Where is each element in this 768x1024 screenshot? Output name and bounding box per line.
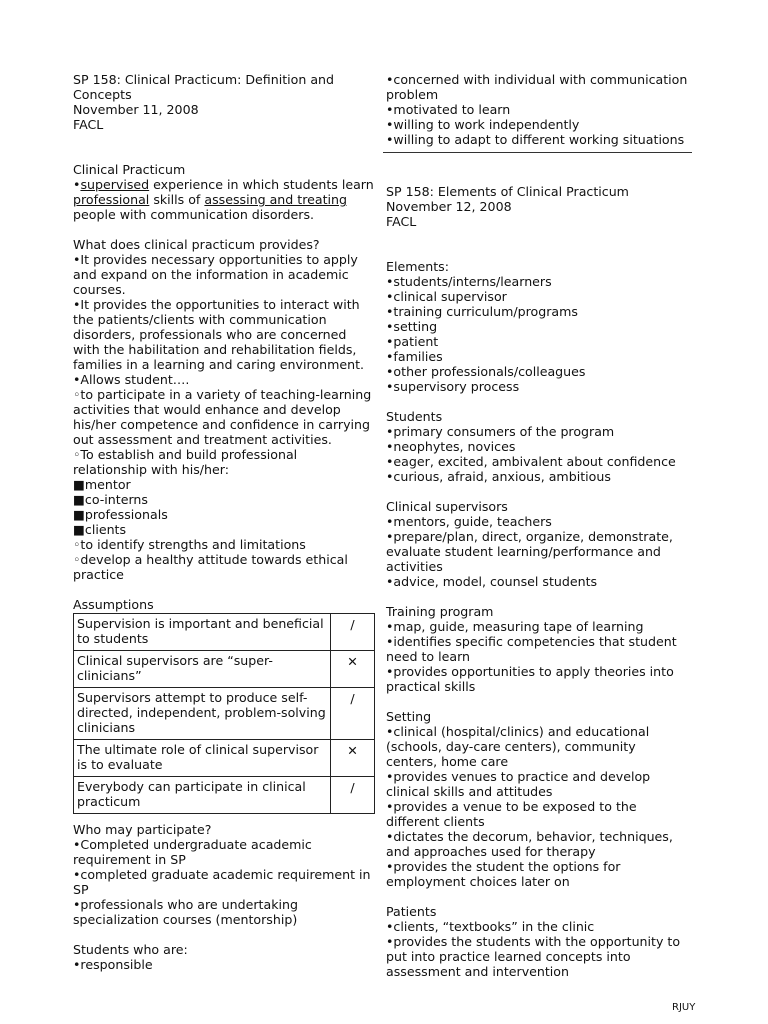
assumptions-title: Assumptions [73,597,154,612]
header-line: SP 158: Elements of Clinical Practicum [386,184,629,199]
section-title: Clinical Practicum [73,162,186,177]
section-divider [383,152,692,153]
text-line: ■professionals [73,507,168,522]
text-line: put into practice learned concepts into [386,949,631,964]
text-line: ■co-interns [73,492,148,507]
text-line: need to learn [386,649,471,664]
text-line: •other professionals/colleagues [386,364,586,379]
continued-list [386,72,702,147]
text-line: What does clinical practicum provides? [73,237,320,252]
text-line: •responsible [73,957,153,972]
header-line: Concepts [73,87,132,102]
text-line: his/her competence and confidence in carrying [73,417,371,432]
text-line: different clients [386,814,485,829]
text-line: ◦to identify strengths and limitations [73,537,306,552]
text-line: •eager, excited, ambivalent about confidence [386,454,676,469]
text-line: centers, home care [386,754,509,769]
assumption-row [74,688,375,740]
section [386,259,702,394]
header-line: FACL [73,117,104,132]
text-line: •neophytes, novices [386,439,516,454]
sections [386,259,702,979]
text-line: SP [73,882,89,897]
underlined-phrase: assessing and treating [204,192,347,207]
underlined-word: professional [73,192,150,207]
assumption-text: Clinical supervisors are “super-clinicians” [74,651,331,688]
assumption-mark: / [331,688,375,740]
assumption-mark: / [331,777,375,814]
text-line: and approaches used for therapy [386,844,596,859]
text-line: Training program [386,604,494,619]
header-line: FACL [386,214,417,229]
text-line: Patients [386,904,437,919]
header-line: SP 158: Clinical Practicum: Definition and [73,72,335,87]
text-line: Elements: [386,259,449,274]
text-line: activities that would enhance and develop [73,402,341,417]
provides-block [73,237,385,582]
students-who-block [73,942,385,972]
text-line: •It provides the opportunities to interact with [73,297,360,312]
text-line: specialization courses (mentorship) [73,912,298,927]
text-line: ◦to participate in a variety of teaching-learning [73,387,372,402]
text-line: •willing to adapt to different working situations [386,132,685,147]
text-line: •provides venues to practice and develop [386,769,651,784]
text-line: practical skills [386,679,476,694]
assumption-row [74,651,375,688]
section [386,904,702,979]
text-line: disorders, professionals who are concerned [73,327,347,342]
text-line: •completed graduate academic requirement in [73,867,371,882]
text-line: •primary consumers of the program [386,424,615,439]
assumption-mark: ✕ [331,740,375,777]
text-line: the patients/clients with communication [73,312,327,327]
text-line: •identifies specific competencies that student [386,634,677,649]
section [386,604,702,694]
assumption-text: The ultimate role of clinical supervisor is to evaluate [74,740,331,777]
text-line: •map, guide, measuring tape of learning [386,619,644,634]
text-line: •supervisory process [386,379,520,394]
assumption-text: Everybody can participate in clinical practicum [74,777,331,814]
text-line: relationship with his/her: [73,462,229,477]
header-block [73,72,385,132]
right-column [386,72,702,979]
left-column [73,72,385,972]
text-line: problem [386,87,439,102]
header-line: November 12, 2008 [386,199,512,214]
text-line: ◦To establish and build professional [73,447,298,462]
header-block [386,184,702,229]
text-line: •concerned with individual with communication [386,72,688,87]
text-line: •Completed undergraduate academic [73,837,312,852]
text-line: •training curriculum/programs [386,304,578,319]
text-line: •provides the students with the opportunity to [386,934,681,949]
header-line: November 11, 2008 [73,102,199,117]
text-line: •patient [386,334,439,349]
text-line: courses. [73,282,126,297]
assumption-row [74,614,375,651]
section [386,499,702,589]
text-line: •curious, afraid, anxious, ambitious [386,469,611,484]
text-line: clinical skills and attitudes [386,784,553,799]
definition-line: professional skills of assessing and treating [73,192,347,207]
text-line: requirement in SP [73,852,186,867]
text-line: ■clients [73,522,127,537]
text-line: •provides a venue to be exposed to the [386,799,637,814]
assumption-mark: ✕ [331,651,375,688]
participate-block [73,822,385,927]
section [386,709,702,889]
text-line: •willing to work independently [386,117,580,132]
text-line: and expand on the information in academic [73,267,349,282]
assumption-text: Supervisors attempt to produce self-directed, independent, problem-solving clinicians [74,688,331,740]
text-line: evaluate student learning/performance and [386,544,661,559]
definition-line: •supervised experience in which students learn [73,177,374,192]
text-line: •provides opportunities to apply theories into [386,664,674,679]
assumptions-table [73,613,375,814]
text-line: •advice, model, counsel students [386,574,598,589]
text-line: •mentors, guide, teachers [386,514,552,529]
text-line: •families [386,349,443,364]
assumption-mark: / [331,614,375,651]
text-line: •It provides necessary opportunities to apply [73,252,358,267]
assumption-row [74,777,375,814]
text-line: •prepare/plan, direct, organize, demonstrate, [386,529,673,544]
text-line: Students [386,409,443,424]
text-line: practice [73,567,124,582]
text-line: Students who are: [73,942,188,957]
text-line: assessment and intervention [386,964,569,979]
assumption-text: Supervision is important and beneficial to students [74,614,331,651]
text-line: •motivated to learn [386,102,511,117]
text-line: ■mentor [73,477,131,492]
text-line: •clinical (hospital/clinics) and educational [386,724,650,739]
text-line: with the habilitation and rehabilitation fields, [73,342,357,357]
underlined-word: supervised [80,177,150,192]
text-line: •professionals who are undertaking [73,897,298,912]
text-line: families in a learning and caring environment. [73,357,365,372]
text-line: employment choices later on [386,874,570,889]
text-line: out assessment and treatment activities. [73,432,332,447]
section [386,409,702,484]
text-line: •students/interns/learners [386,274,552,289]
text-line: •setting [386,319,438,334]
text-line: •Allows student…. [73,372,190,387]
text-line: •provides the student the options for [386,859,621,874]
footer-initials: RJUY [672,1002,696,1013]
text-line: •clients, “textbooks” in the clinic [386,919,595,934]
text-line: •clinical supervisor [386,289,507,304]
text-line: (schools, day-care centers), community [386,739,636,754]
text-line: Clinical supervisors [386,499,508,514]
text-line: Who may participate? [73,822,212,837]
text-line: activities [386,559,443,574]
text-line: ◦develop a healthy attitude towards ethical [73,552,348,567]
text-line: •dictates the decorum, behavior, techniques, [386,829,673,844]
definition-line: people with communication disorders. [73,207,315,222]
text-line: Setting [386,709,432,724]
assumption-row [74,740,375,777]
